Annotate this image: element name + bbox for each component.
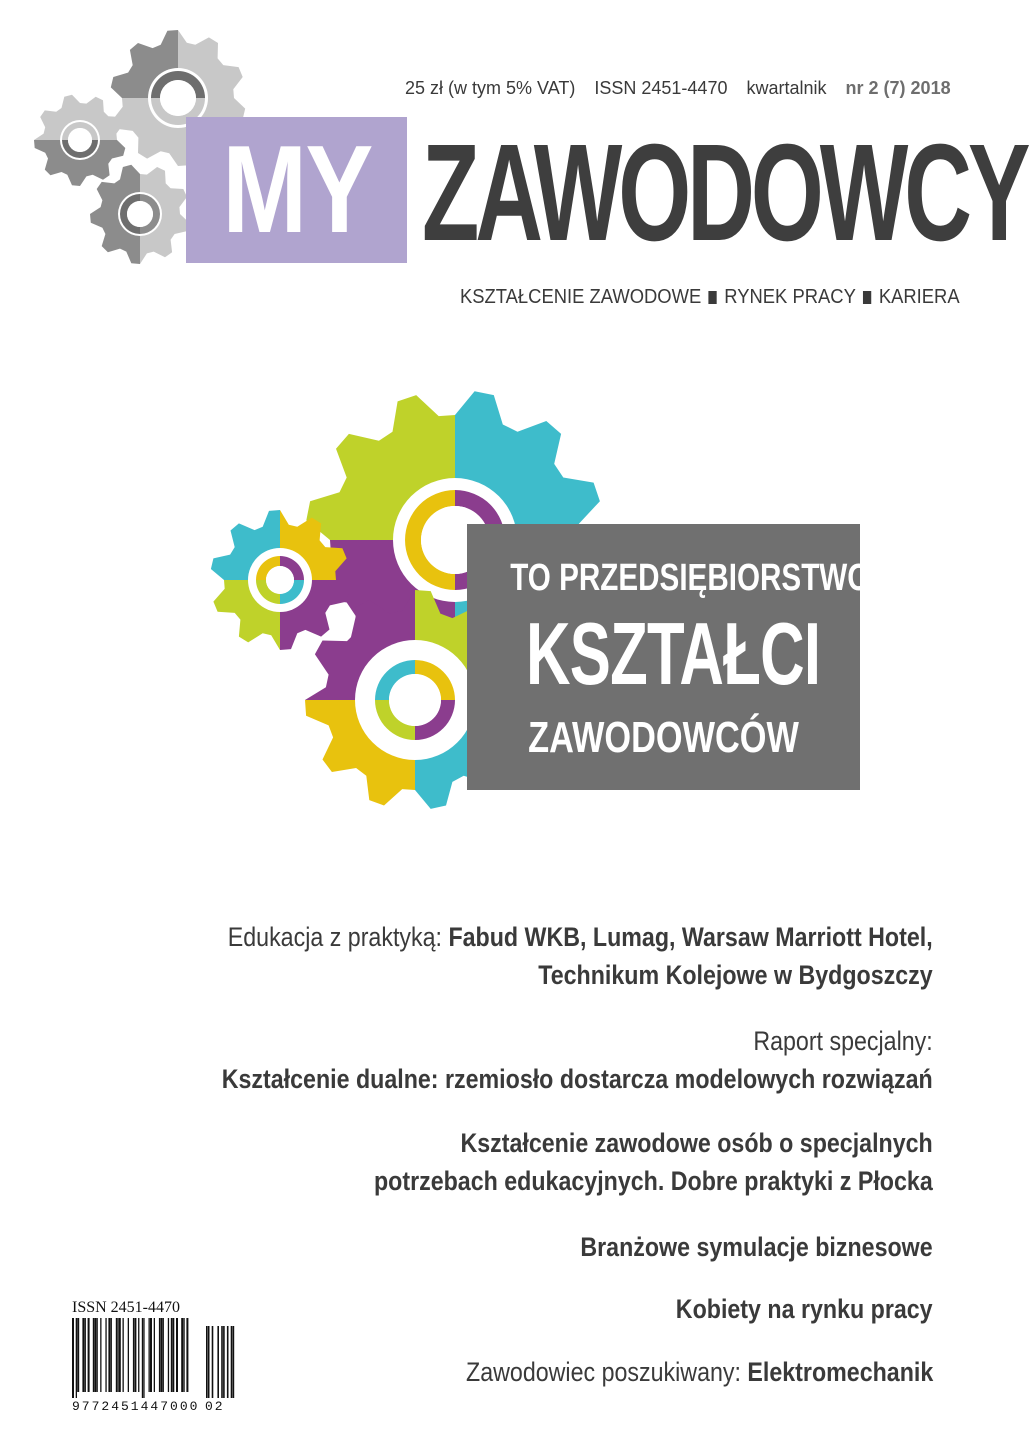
toc-title: Fabud WKB, Lumag, Warsaw Marriott Hotel, <box>448 922 933 952</box>
barcode-bar <box>111 1318 112 1392</box>
logo-my-box <box>186 117 407 263</box>
toc-item <box>222 1022 933 1098</box>
toc-prefix: Raport specjalny: <box>753 1026 933 1056</box>
barcode-addon-bar <box>212 1326 214 1398</box>
barcode-bar <box>176 1318 178 1392</box>
toc-prefix: Edukacja z praktyką: <box>228 922 449 952</box>
barcode-bar <box>160 1318 162 1392</box>
issn: ISSN 2451-4470 <box>594 78 728 98</box>
barcode-bar <box>123 1318 124 1392</box>
barcode-addon-bar <box>231 1326 233 1398</box>
tagline-item: RYNEK PRACY <box>724 286 856 308</box>
barcode-bar <box>72 1318 74 1398</box>
square-bullet-icon <box>709 291 717 304</box>
toc-title: potrzebach edukacyjnych. Dobre praktyki z Płocka <box>374 1166 933 1196</box>
magazine-title: ZAWODOWCY <box>422 116 1027 270</box>
barcode-bar <box>159 1318 160 1392</box>
barcode-digits: 9772451447000 <box>72 1399 200 1414</box>
toc-item <box>581 1228 933 1266</box>
toc-prefix: Zawodowiec poszukiwany: <box>465 1357 748 1387</box>
barcode-bar <box>77 1318 79 1392</box>
barcode-addon-bar <box>233 1326 235 1398</box>
issue-meta <box>405 78 951 99</box>
toc-item <box>228 918 933 994</box>
barcode-addon-bar <box>227 1326 229 1398</box>
toc-item <box>374 1124 933 1200</box>
barcode-bar <box>88 1318 90 1392</box>
barcode-bar <box>119 1318 121 1392</box>
barcode-bar <box>95 1318 96 1392</box>
barcode-bar <box>85 1318 86 1392</box>
barcode-bar <box>93 1318 95 1392</box>
barcode-bar <box>163 1318 164 1392</box>
barcode-bar <box>150 1318 152 1392</box>
headline-main: KSZTAŁCI <box>525 604 821 703</box>
headline-box <box>467 524 871 790</box>
price: 25 zł (w tym 5% VAT) <box>405 78 576 98</box>
barcode-bar <box>82 1318 84 1392</box>
barcode-bar <box>168 1318 169 1392</box>
barcode-bar <box>138 1318 139 1392</box>
tagline <box>460 286 960 309</box>
gear-center <box>68 128 92 152</box>
barcode-addon-bar <box>206 1326 208 1398</box>
barcode-bar <box>97 1318 98 1392</box>
toc-item <box>676 1290 933 1328</box>
barcode-bar <box>186 1318 188 1392</box>
barcode-addon-bar <box>223 1326 225 1398</box>
barcode-bar <box>143 1318 144 1398</box>
barcode-bar <box>142 1318 143 1398</box>
barcode-bar <box>117 1318 118 1392</box>
barcode-bar <box>173 1318 174 1392</box>
logo-my-text: MY <box>221 121 372 259</box>
tagline-item: KSZTAŁCENIE ZAWODOWE <box>460 286 702 308</box>
frequency: kwartalnik <box>746 78 827 98</box>
barcode-bar <box>100 1318 101 1392</box>
gear-center <box>160 80 196 116</box>
barcode-addon: 02 <box>205 1399 225 1414</box>
barcode-bar <box>171 1318 173 1392</box>
headline-line: ZAWODOWCÓW <box>528 713 799 762</box>
barcode-bar <box>134 1318 136 1392</box>
barcode-icon <box>70 1318 240 1398</box>
gear-center <box>127 201 153 227</box>
barcode-bar <box>181 1318 183 1392</box>
toc-title: Elektromechanik <box>747 1357 933 1387</box>
barcode-bar <box>183 1318 184 1392</box>
barcode-addon-bar <box>221 1326 223 1398</box>
toc-title: Kształcenie dualne: rzemiosło dostarcza modelowych rozwiązań <box>222 1064 933 1094</box>
gear-center <box>266 566 294 594</box>
toc-title: Branżowe symulacje biznesowe <box>580 1232 933 1262</box>
headline-line: TO PRZEDSIĘBIORSTWO <box>510 557 871 599</box>
barcode-bar <box>154 1318 155 1392</box>
toc-title: Kobiety na rynku pracy <box>676 1294 933 1324</box>
barcode-bar <box>133 1318 134 1392</box>
barcode-bar <box>149 1318 150 1392</box>
barcode-bar <box>108 1318 110 1392</box>
gear-center <box>389 674 441 726</box>
barcode-addon-bar <box>208 1326 210 1398</box>
barcode-issn-label: ISSN 2451-4470 <box>72 1299 181 1316</box>
issue-number: nr 2 (7) 2018 <box>845 78 951 98</box>
barcode-addon-bar <box>217 1326 219 1398</box>
barcode-bar <box>128 1318 129 1392</box>
toc-title: Technikum Kolejowe w Bydgoszczy <box>538 960 933 990</box>
square-bullet-icon <box>863 291 871 304</box>
barcode-bar <box>76 1318 77 1398</box>
barcode-bar <box>105 1318 106 1392</box>
tagline-item: KARIERA <box>878 286 960 308</box>
barcode-bar <box>116 1318 117 1392</box>
toc-title: Kształcenie zawodowe osób o specjalnych <box>460 1128 933 1158</box>
toc-item <box>466 1353 933 1391</box>
